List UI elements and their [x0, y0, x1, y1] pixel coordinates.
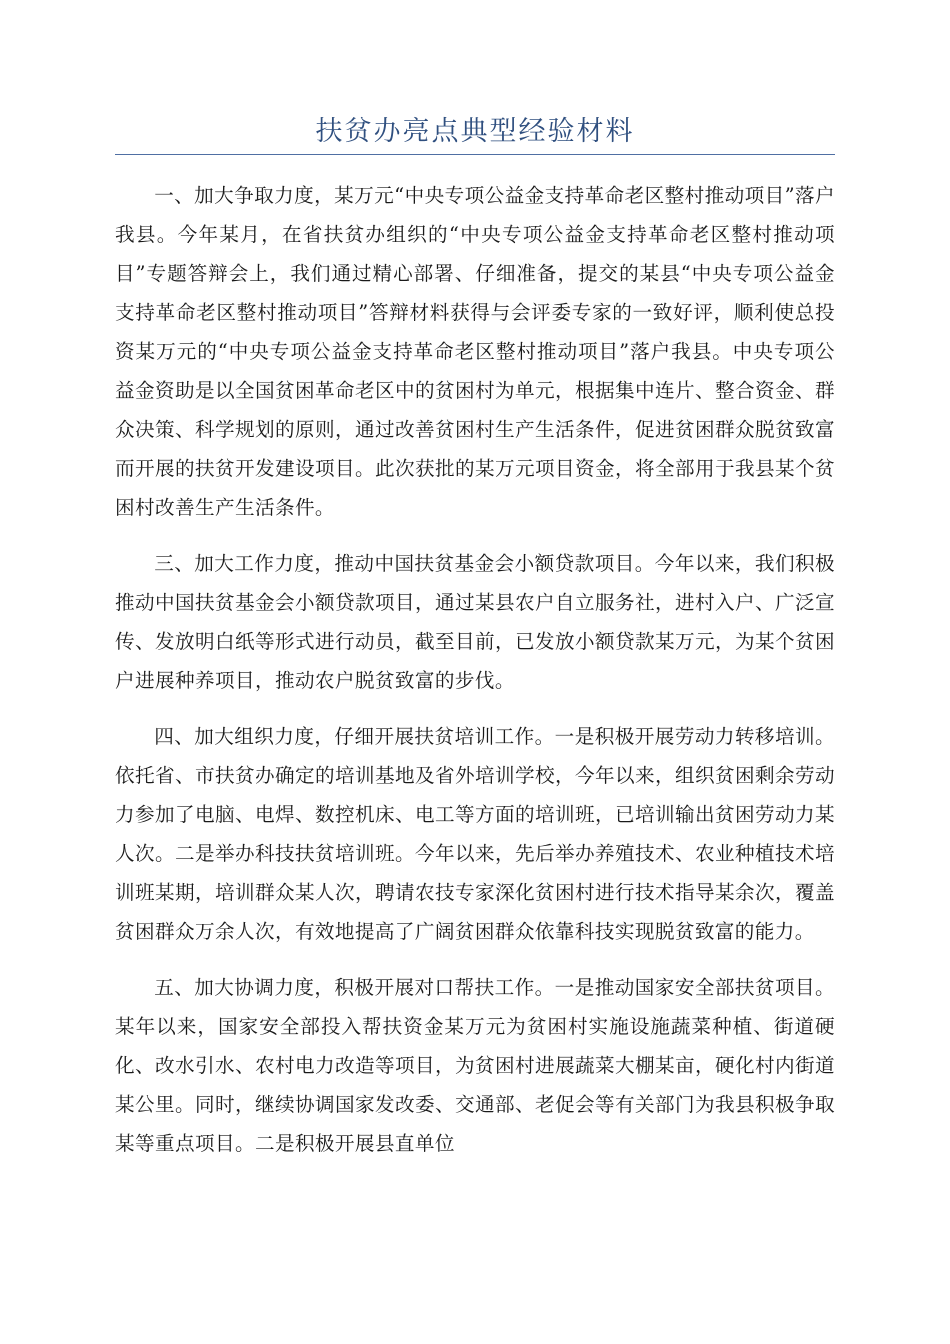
document-body [115, 176, 835, 1180]
title-underline-divider [115, 154, 835, 155]
paragraph-1: 一、加大争取力度，某万元“中央专项公益金支持革命老区整村推动项目”落户我县。今年某月，在省扶贫办组织的“中央专项公益金支持革命老区整村推动项目”专题答辩会上，我们通过精心部署、仔细准备，提交的某县“中央专项公益金支持革命老区整村推动项目”答辩材料获得与会评委专家的一致好评，顺利使总投资某万元的“中央专项公益金支持革命老区整村推动项目”落户我县。中央专项公益金资助是以全国贫困革命老区中的贫困村为单元，根据集中连片、整合资金、群众决策、科学规划的原则，通过改善贫困村生产生活条件，促进贫困群众脱贫致富而开展的扶贫开发建设项目。此次获批的某万元项目资金，将全部用于我县某个贫困村改善生产生活条件。 [115, 184, 835, 519]
title-block [115, 112, 835, 152]
paragraph-4: 四、加大组织力度，仔细开展扶贫培训工作。一是积极开展劳动力转移培训。依托省、市扶贫办确定的培训基地及省外培训学校，今年以来，组织贫困剩余劳动力参加了电脑、电焊、数控机床、电工等方面的培训班，已培训输出贫困劳动力某人次。二是举办科技扶贫培训班。今年以来，先后举办养殖技术、农业种植技术培训班某期，培训群众某人次，聘请农技专家深化贫困村进行技术指导某余次，覆盖贫困群众万余人次，有效地提高了广阔贫困群众依靠科技实现脱贫致富的能力。 [115, 725, 835, 943]
paragraph-5: 五、加大协调力度，积极开展对口帮扶工作。一是推动国家安全部扶贫项目。某年以来，国家安全部投入帮扶资金某万元为贫困村实施设施蔬菜种植、街道硬化、改水引水、农村电力改造等项目，为贫困村进展蔬菜大棚某亩，硬化村内街道某公里。同时，继续协调国家发改委、交通部、老促会等有关部门为我县积极争取某等重点项目。二是积极开展县直单位 [115, 976, 835, 1155]
document-title: 扶贫办亮点典型经验材料 [315, 116, 635, 147]
paragraph-3: 三、加大工作力度，推动中国扶贫基金会小额贷款项目。今年以来，我们积极推动中国扶贫基金会小额贷款项目，通过某县农户自立服务社，进村入户、广泛宣传、发放明白纸等形式进行动员，截至目前，已发放小额贷款某万元，为某个贫困户进展种养项目，推动农户脱贫致富的步伐。 [115, 552, 835, 692]
